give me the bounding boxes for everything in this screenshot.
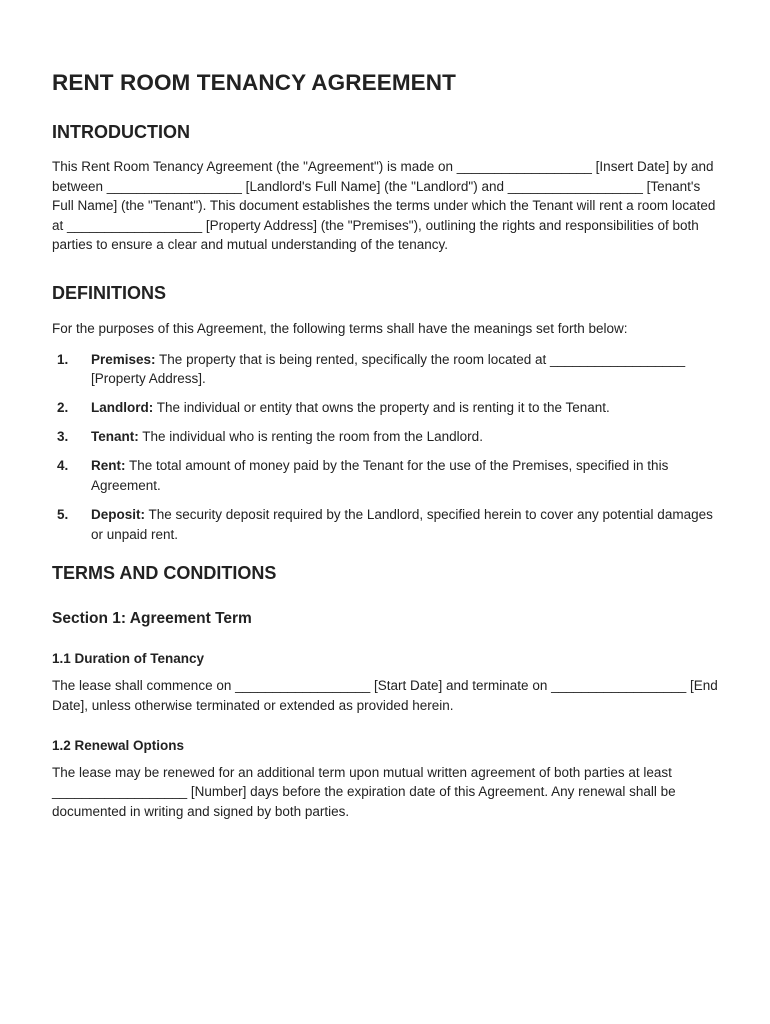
renewal-heading: 1.2 Renewal Options <box>52 737 185 753</box>
introduction-heading: INTRODUCTION <box>52 122 190 142</box>
terms-heading: TERMS AND CONDITIONS <box>52 563 277 584</box>
definition-text: The individual or entity that owns the property and is renting it to the Tenant. <box>153 400 610 416</box>
introduction-paragraph: This Rent Room Tenancy Agreement (the "Agreement") is made on __________________ [Insert Date] by and between __________________ [Landlord's Full Name] (the "Landlord") and __________________ [Tenant's Full Name] (the "Tenant"). This document establishes the terms under which the Tenant will rent a room located at __________________ [Property Address] (the "Premises"), outlining the rights and responsibilities of both parties to ensure a clear and mutual understanding of the tenancy. <box>52 159 716 253</box>
definition-item <box>52 350 718 389</box>
definition-text: The property that is being rented, specifically the room located at __________________ [Property Address]. <box>91 351 686 387</box>
definition-item <box>52 427 718 447</box>
terms-section <box>52 563 718 821</box>
definition-number: 4. <box>57 458 69 474</box>
definition-item <box>52 398 718 418</box>
definition-number: 3. <box>57 429 69 445</box>
definition-term: Rent: <box>91 458 126 474</box>
definition-item <box>52 456 718 495</box>
introduction-section <box>52 122 718 255</box>
definitions-heading: DEFINITIONS <box>52 282 167 303</box>
definition-term: Deposit: <box>91 507 145 523</box>
definition-term: Premises: <box>91 351 156 367</box>
duration-paragraph: The lease shall commence on __________________ [Start Date] and terminate on __________________ [End Date], unless otherwise terminated or extended as provided herein. <box>52 678 718 713</box>
definitions-list <box>52 350 718 545</box>
definition-number: 1. <box>57 351 69 367</box>
definition-term: Tenant: <box>91 429 139 445</box>
definition-text: The individual who is renting the room from the Landlord. <box>138 429 483 445</box>
document-title: RENT ROOM TENANCY AGREEMENT <box>52 70 456 95</box>
definition-number: 2. <box>57 400 69 416</box>
definition-term: Landlord: <box>91 400 154 416</box>
definition-number: 5. <box>57 507 69 523</box>
definition-item <box>52 505 718 544</box>
definition-text: The security deposit required by the Landlord, specified herein to cover any potential damages or unpaid rent. <box>91 507 713 542</box>
definition-text: The total amount of money paid by the Tenant for the use of the Premises, specified in this Agreement. <box>91 458 669 494</box>
definitions-section <box>52 283 718 544</box>
section-1-heading: Section 1: Agreement Term <box>52 610 252 628</box>
duration-heading: 1.1 Duration of Tenancy <box>52 651 205 667</box>
definitions-intro: For the purposes of this Agreement, the following terms shall have the meanings set forth below: <box>52 320 628 336</box>
renewal-paragraph: The lease may be renewed for an additional term upon mutual written agreement of both parties at least __________________ [Number] days before the expiration date of this Agreement. Any renewal shall be documented in writing and signed by both parties. <box>52 764 676 819</box>
